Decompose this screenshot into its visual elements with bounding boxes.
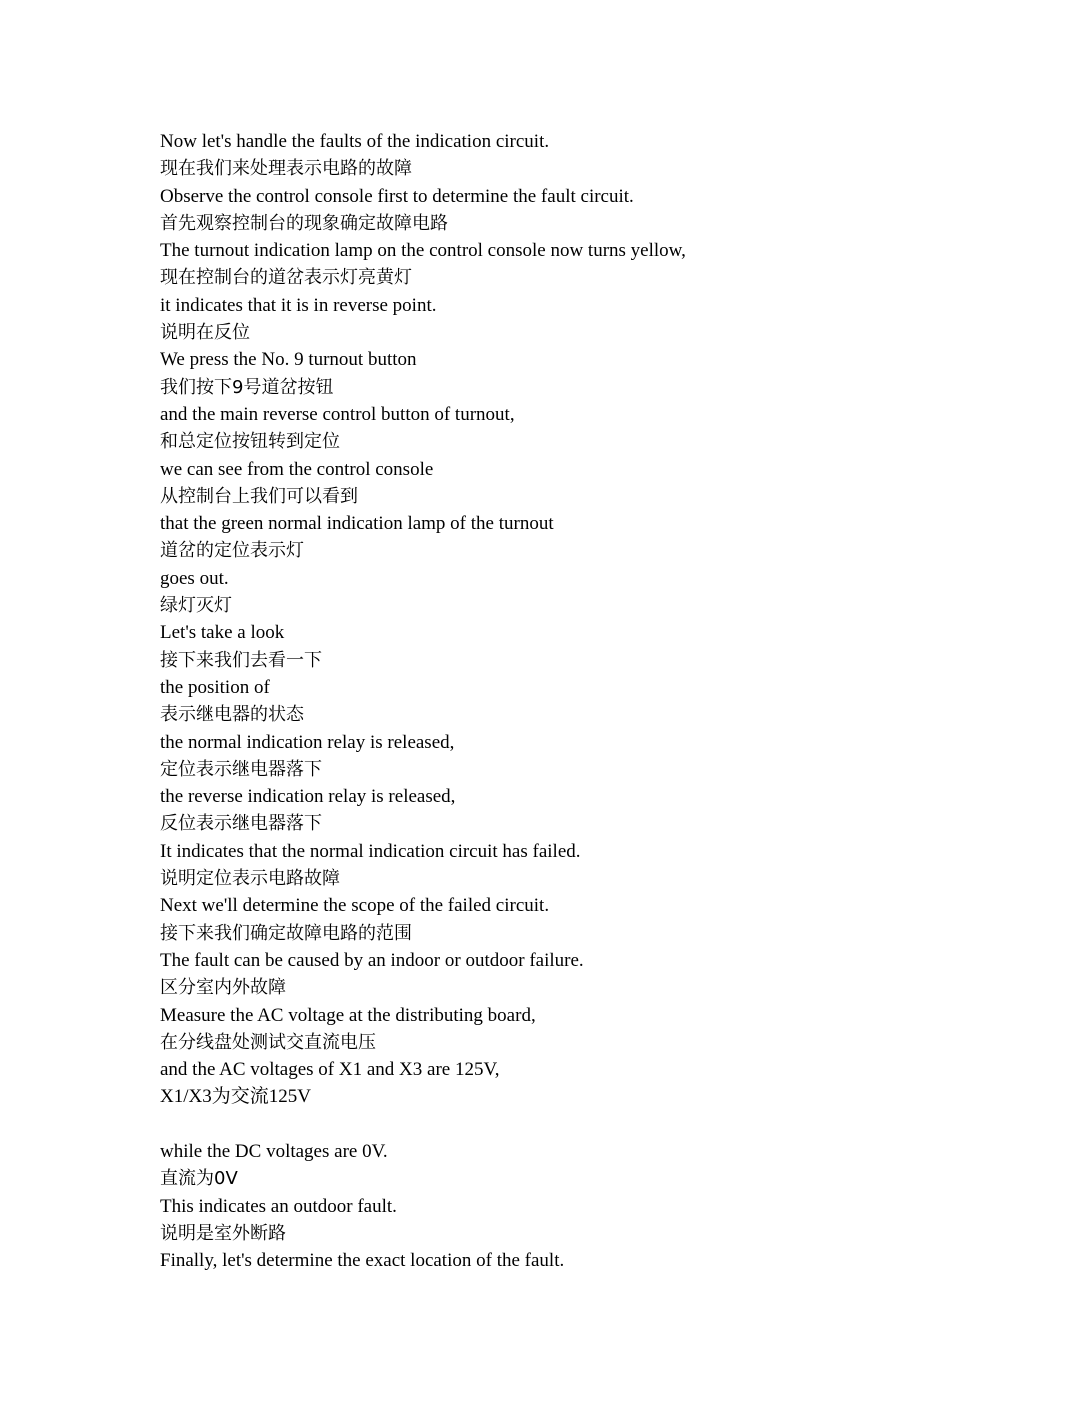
text-line-en: Measure the AC voltage at the distributing board,: [160, 1004, 536, 1026]
text-line-zh: 从控制台上我们可以看到: [160, 485, 358, 507]
text-line-en: Now let's handle the faults of the indication circuit.: [160, 131, 550, 152]
text-line-zh: 区分室内外故障: [160, 977, 286, 999]
text-line-zh: 反位表示继电器落下: [160, 813, 322, 835]
text-line-zh: 说明定位表示电路故障: [160, 868, 340, 890]
text-line-en: The turnout indication lamp on the control console now turns yellow,: [160, 240, 686, 262]
text-line-en: This indicates an outdoor fault.: [160, 1195, 397, 1217]
text-line-mixed: X1/X3为交流125V: [160, 1086, 311, 1108]
text-line-en: that the green normal indication lamp of the turnout: [160, 513, 554, 535]
text-line-en: the reverse indication relay is released,: [160, 786, 456, 808]
text-line-zh: 现在我们来处理表示电路的故障: [160, 158, 412, 180]
text-line-zh: 和总定位按钮转到定位: [160, 431, 340, 453]
text-line-zh: 道岔的定位表示灯: [160, 540, 304, 562]
text-line-en: goes out.: [160, 567, 229, 589]
text-line-zh: 接下来我们确定故障电路的范围: [160, 922, 412, 944]
text-line-en: The fault can be caused by an indoor or outdoor failure.: [160, 949, 584, 971]
text-line-zh: 定位表示继电器落下: [160, 758, 322, 780]
text-line-en: the normal indication relay is released,: [160, 731, 455, 753]
text-line-en: it indicates that it is in reverse point.: [160, 294, 437, 316]
text-line-zh: 现在控制台的道岔表示灯亮黄灯: [160, 267, 412, 289]
text-line-zh: 表示继电器的状态: [160, 704, 304, 726]
text-line-en: Next we'll determine the scope of the failed circuit.: [160, 895, 550, 917]
text-line-zh: 直流为0V: [160, 1168, 238, 1190]
text-line-en: while the DC voltages are 0V.: [160, 1140, 388, 1162]
text-line-zh: 在分线盘处测试交直流电压: [160, 1031, 376, 1053]
blank-line: [160, 1111, 1020, 1138]
text-line-en: we can see from the control console: [160, 458, 434, 480]
text-line-en: Observe the control console first to determine the fault circuit.: [160, 185, 634, 207]
text-line-en: and the main reverse control button of turnout,: [160, 403, 515, 425]
text-line-zh: 说明是室外断路: [160, 1222, 286, 1244]
text-line-zh: 绿灯灭灯: [160, 595, 232, 617]
text-line-en: the position of: [160, 676, 270, 698]
text-line-en: We press the No. 9 turnout button: [160, 349, 417, 371]
text-line-en: It indicates that the normal indication circuit has failed.: [160, 840, 581, 862]
text-line-en: and the AC voltages of X1 and X3 are 125V,: [160, 1059, 500, 1081]
document-body: [160, 128, 1020, 1274]
text-line-zh: 说明在反位: [160, 322, 250, 344]
text-line-zh: 接下来我们去看一下: [160, 649, 322, 671]
text-line-zh: 首先观察控制台的现象确定故障电路: [160, 212, 448, 234]
text-line-en: Let's take a look: [160, 622, 285, 644]
text-line-en: Finally, let's determine the exact location of the fault.: [160, 1250, 565, 1272]
text-line-zh: 我们按下9号道岔按钮: [160, 376, 334, 398]
